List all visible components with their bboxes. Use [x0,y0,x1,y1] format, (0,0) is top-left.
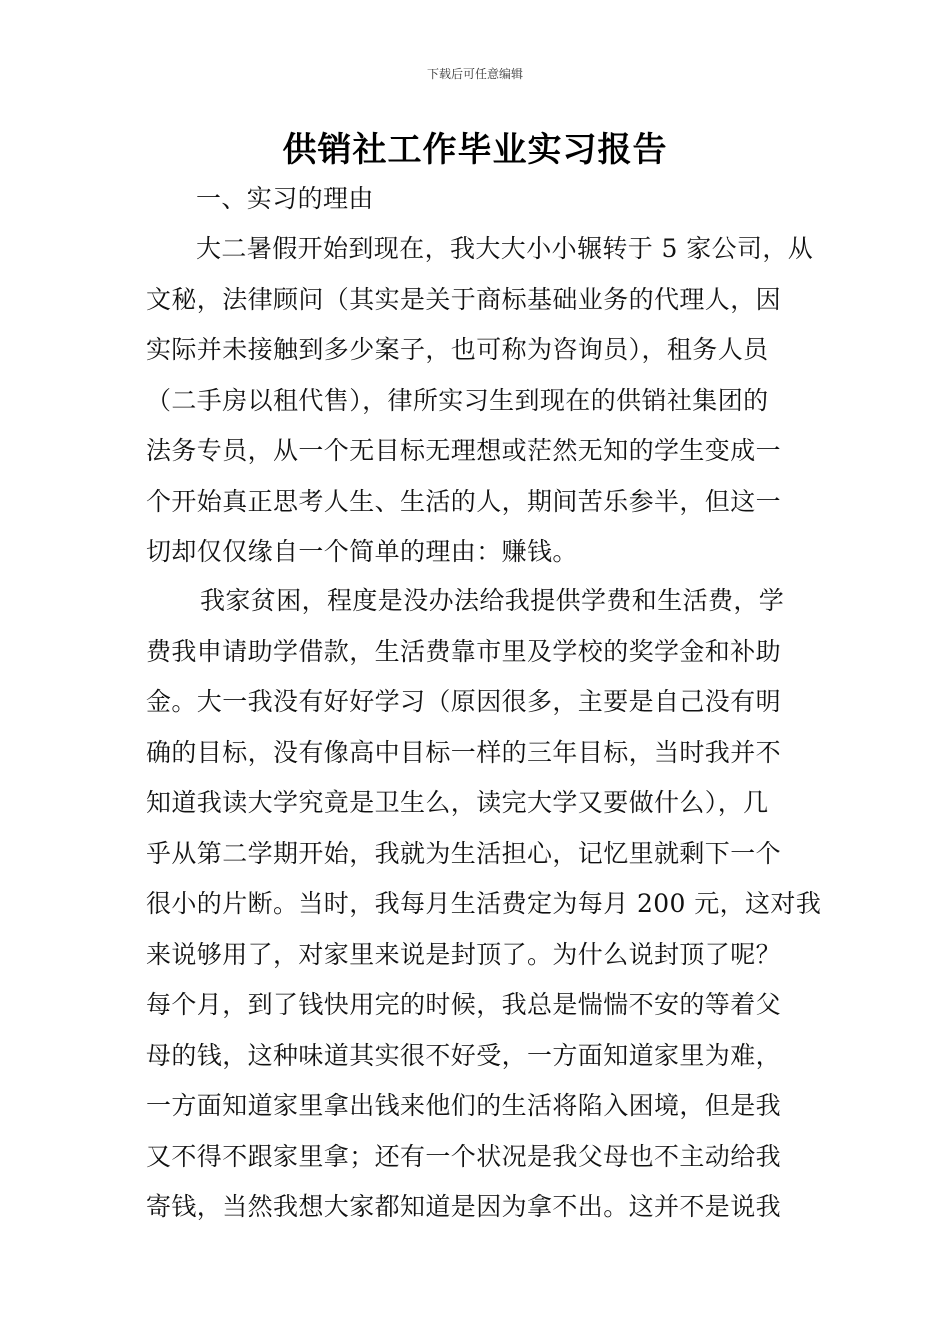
paragraph-line: 母的钱，这种味道其实很不好受，一方面知道家里为难， [146,1040,782,1070]
paragraph-line: 我家贫困，程度是没办法给我提供学费和生活费，学 [200,586,785,615]
header-note: 下载后可任意编辑 [426,67,523,81]
paragraph-line: 来说够用了，对家里来说是封顶了。为什么说封顶了呢？ [146,939,782,969]
paragraph-line: 乎从第二学期开始，我就为生活担心，记忆里就剩下一个 [146,838,782,868]
paragraph-line: 大二暑假开始到现在，我大大小小辗转于 5 家公司，从 [196,234,814,263]
paragraph-line: 切却仅仅缘自一个简单的理由：赚钱。 [146,537,578,566]
paragraph-line: 很小的片断。当时，我每月生活费定为每月 200 元，这对我 [146,889,822,918]
paragraph-line: 每个月，到了钱快用完的时候，我总是惴惴不安的等着父 [146,990,782,1019]
paragraph-line: 一方面知道家里拿出钱来他们的生活将陷入困境，但是我 [146,1091,782,1120]
paragraph-2 [146,576,822,1233]
paragraph-line: 法务专员，从一个无目标无理想或茫然无知的学生变成一 [146,436,782,465]
paragraph-line: 个开始真正思考人生、生活的人，期间苦乐参半，但这一 [146,486,782,516]
paragraph-line: 实际并未接触到多少案子，也可称为咨询员），租务人员 [146,335,769,364]
paragraph-line: 文秘，法律顾问（其实是关于商标基础业务的代理人，因 [146,284,782,314]
paragraph-line: 知道我读大学究竟是卫生么，读完大学又要做什么），几 [146,788,769,817]
paragraph-line: 金。大一我没有好好学习（原因很多，主要是自己没有明 [146,687,782,716]
paragraph-line: 费我申请助学借款，生活费靠市里及学校的奖学金和补助 [146,636,782,666]
paragraph-line: （二手房以租代售），律所实习生到现在的供销社集团的 [146,385,769,415]
section-heading-text: 一、实习的理由 [196,184,374,213]
paragraph-line: 确的目标，没有像高中目标一样的三年目标，当时我并不 [146,737,782,767]
paragraph-line: 寄钱，当然我想大家都知道是因为拿不出。这并不是说我 [146,1192,782,1221]
paragraph-1 [146,224,814,578]
section-heading [146,174,808,225]
paragraph-line: 又不得不跟家里拿；还有一个状况是我父母也不主动给我 [146,1141,782,1171]
document-title: 供销社工作毕业实习报告 [282,130,668,170]
